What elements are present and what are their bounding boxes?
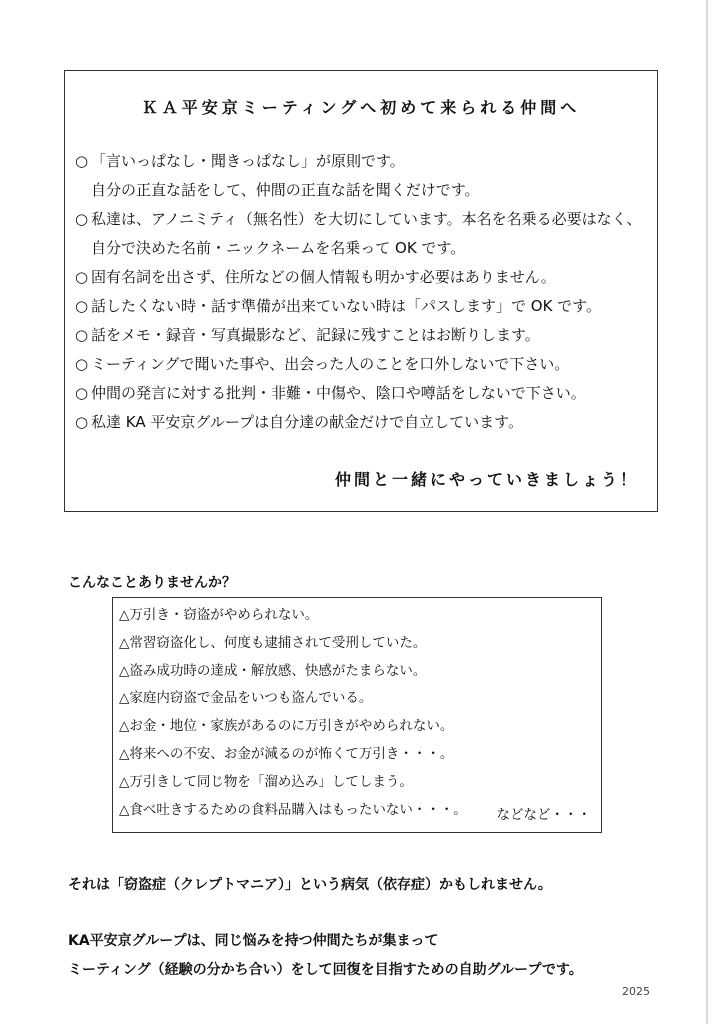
symptom-item: △盗み成功時の達成・解放感、快感がたまらない。 [119,662,427,679]
circle-mark-icon: ○ [75,384,89,402]
circle-mark-icon: ○ [75,326,89,344]
symptom-item: △万引きして同じ物を「溜め込み」してしまう。 [119,773,413,790]
symptom-etc: などなど・・・ [496,807,591,823]
rule-line: 私達 KA 平安京グループは自分達の献金だけで自立しています。 [91,413,523,431]
rule-line: 私達は、アノニミティ（無名性）を大切にしています。本名を名乗る必要はなく、 [91,210,642,228]
rule-item [75,263,653,292]
symptom-item: △食べ吐きするための食料品購入はもったいない・・・。 [119,801,467,818]
rules-box [64,70,658,512]
rule-line: 「言いっぱなし・聞きっぱなし」が原則です。 [91,152,405,170]
rule-item [75,350,653,379]
rule-item [75,408,653,437]
rule-line: 話したくない時・話す準備が出来ていない時は「パスします」で OK です。 [91,297,601,315]
kleptomania-note: それは「窃盗症（クレプトマニア）」という病気（依存症）かもしれません。 [68,877,552,893]
symptom-item: △万引き・窃盗がやめられない。 [119,607,319,623]
question-heading: こんなことありませんか？ [68,575,236,591]
circle-mark-icon: ○ [75,268,89,286]
symptom-item: △将来への不安、お金が減るのが怖くて万引き・・・。 [119,745,454,762]
rule-line: ミーティングで聞いた事や、出会った人のことを口外しないで下さい。 [91,355,570,373]
rule-item [75,147,653,205]
symptom-item: △お金・地位・家族があるのに万引きがやめられない。 [119,718,454,735]
circle-mark-icon: ○ [75,355,89,373]
group-description-line: ミーティング（経験の分かち合い）をして回復を目指すための自助グループです。 [68,962,583,978]
rule-item [75,205,653,263]
group-description [68,927,583,985]
rule-line-cont: 自分で決めた名前・ニックネームを名乗って OK です。 [91,239,466,257]
circle-mark-icon: ○ [75,210,89,228]
circle-mark-icon: ○ [75,413,89,431]
rules-closing: 仲間と一緒にやっていきましょう！ [334,470,639,489]
rules-title: ＫＡ平安京ミーティングへ初めて来られる仲間へ [141,98,581,117]
symptom-list [119,602,597,824]
circle-mark-icon: ○ [75,152,89,170]
rule-item [75,321,653,350]
symptom-item: △常習窃盗化し、何度も逮捕されて受刑していた。 [119,634,427,651]
symptom-item: △家庭内窃盗で金品をいつも盗んでいる。 [119,690,373,707]
circle-mark-icon: ○ [75,297,89,315]
rule-line: 話をメモ・録音・写真撮影など、記録に残すことはお断りします。 [91,326,540,344]
group-description-line: KA平安京グループは、同じ悩みを持つ仲間たちが集まって [68,933,439,949]
scan-edge-line [706,0,708,1024]
year-label: 2025 [622,985,650,998]
rule-item [75,379,653,408]
symptom-box [112,597,602,833]
rules-list [75,147,653,437]
rule-line-cont: 自分の正直な話をして、仲間の正直な話を聞くだけです。 [91,181,480,199]
rule-line: 仲間の発言に対する批判・非難・中傷や、陰口や噂話をしないで下さい。 [91,384,586,402]
rule-line: 固有名詞を出さず、住所などの個人情報も明かす必要はありません。 [91,268,556,286]
rule-item [75,292,653,321]
